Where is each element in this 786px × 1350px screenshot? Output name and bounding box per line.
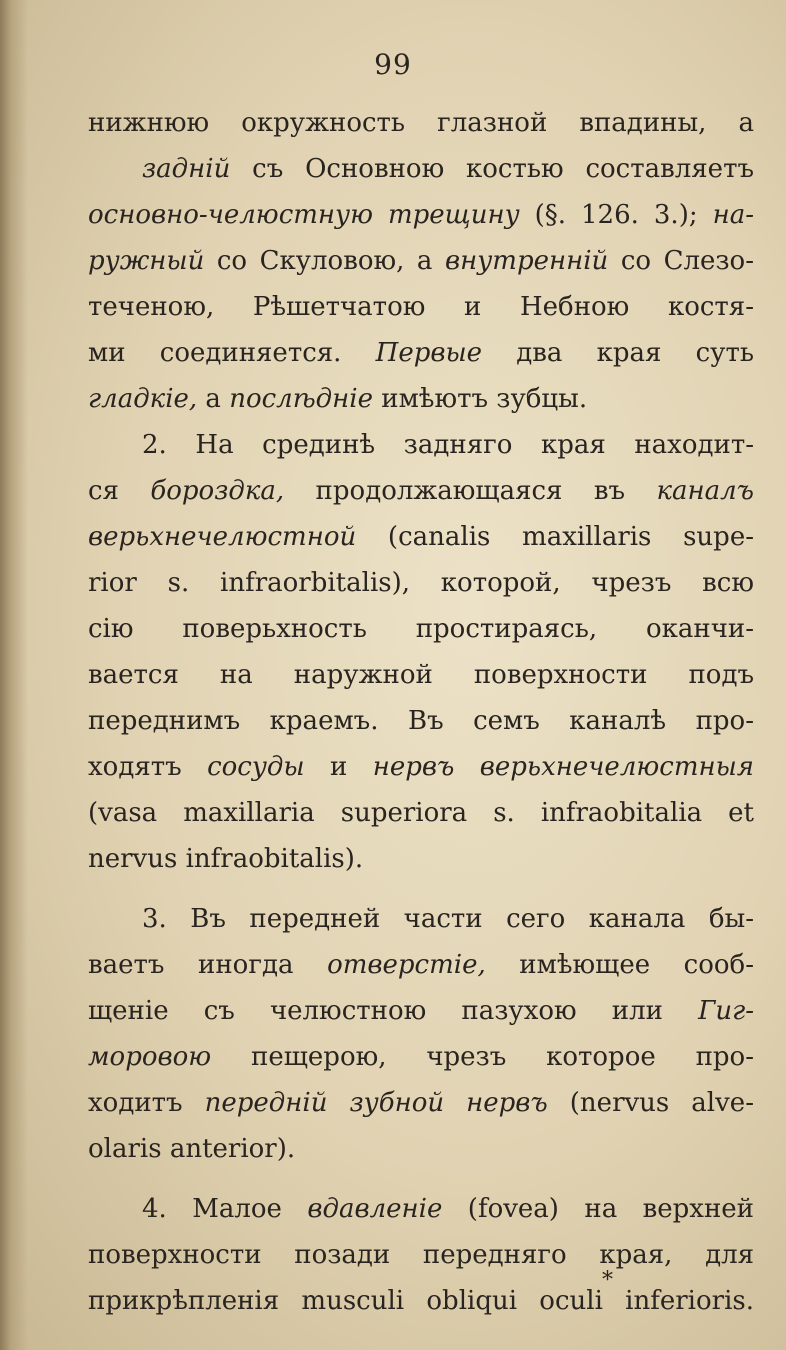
italic-term: верьхнечелюстной: [88, 522, 357, 552]
text-segment: nervus infraobitalis).: [88, 844, 364, 874]
text-line: [88, 468, 754, 514]
text-line: [88, 330, 754, 376]
text-segment: 3. Въ передней части сего канала бы-: [142, 904, 754, 934]
text-line: [88, 1080, 754, 1126]
italic-term: задній: [142, 154, 231, 184]
text-line: [88, 560, 754, 606]
italic-term: Первые: [375, 338, 483, 368]
text-line: [88, 1278, 754, 1324]
italic-term: бороздка,: [150, 476, 285, 506]
text-segment: теченою, Рѣшетчатою и Небною костя-: [88, 292, 754, 322]
text-segment: (nervus alve-: [547, 1088, 754, 1118]
text-line: [88, 376, 754, 422]
italic-term: нервъ верьхнечелюстныя: [372, 752, 754, 782]
text-segment: поверхности позади передняго края, для: [88, 1240, 754, 1270]
italic-term: сосуды: [207, 752, 305, 782]
text-line: [88, 836, 754, 882]
text-line: [88, 744, 754, 790]
text-segment: со Слезо-: [608, 246, 754, 276]
text-segment: ми соединяется.: [88, 338, 376, 368]
text-line: [88, 652, 754, 698]
text-segment: rior s. infraorbitalis), которой, чрезъ всю: [88, 568, 754, 598]
italic-term: вдавленіе: [307, 1194, 443, 1224]
text-segment: (canalis maxillaris supe-: [356, 522, 754, 552]
text-line: [88, 1186, 754, 1232]
text-line: [88, 238, 754, 284]
text-line: [88, 1232, 754, 1278]
italic-term: передній зубной нервъ: [204, 1088, 548, 1118]
text-segment: (vasa maxillaria superiora s. infraobitalia et: [88, 798, 754, 828]
text-segment: со Скуловою, а: [204, 246, 445, 276]
italic-term: каналъ: [656, 476, 754, 506]
text-line: [88, 146, 754, 192]
italic-term: внутренній: [444, 246, 609, 276]
page-number: 99: [374, 48, 412, 81]
text-segment: продолжающаяся въ: [284, 476, 657, 506]
italic-term: основно-челюстную трещину: [88, 200, 520, 230]
text-segment: имѣющее сооб-: [485, 950, 754, 980]
text-segment: olaris anterior).: [88, 1134, 296, 1164]
text-segment: ходятъ: [88, 752, 208, 782]
page-gutter-shadow: [0, 0, 28, 1350]
text-line: [88, 514, 754, 560]
text-segment: съ Основною костью составляетъ: [230, 154, 754, 184]
text-line: [88, 988, 754, 1034]
text-segment: щеніе съ челюстною пазухою или: [88, 996, 699, 1026]
text-line: [88, 1126, 754, 1172]
bottom-ornament-mark: *: [602, 1268, 613, 1293]
text-segment: и: [304, 752, 373, 782]
text-line: [88, 790, 754, 836]
text-segment: нижнюю окружность глазной впадины, а: [88, 108, 754, 138]
text-segment: ся: [88, 476, 151, 506]
text-line: [88, 606, 754, 652]
text-segment: два края суть: [482, 338, 754, 368]
italic-term: моровою: [88, 1042, 212, 1072]
italic-term: послѣдніе: [229, 384, 373, 414]
text-line: [88, 942, 754, 988]
text-line: [88, 284, 754, 330]
text-segment: переднимъ краемъ. Въ семъ каналѣ про-: [88, 706, 754, 736]
italic-term: на-: [712, 200, 754, 230]
text-segment: 2. На срединѣ задняго края находит-: [142, 430, 754, 460]
text-line: [88, 422, 754, 468]
text-segment: ваетъ иногда: [88, 950, 328, 980]
text-segment: вается на наружной поверхности подъ: [88, 660, 754, 690]
text-segment: сію поверьхность простираясь, оканчи-: [88, 614, 754, 644]
text-segment: пещерою, чрезъ которое про-: [211, 1042, 754, 1072]
body-text: [88, 100, 754, 1324]
text-line: [88, 1034, 754, 1080]
text-segment: ходитъ: [88, 1088, 205, 1118]
text-segment: прикрѣпленія musculi obliqui oculi inferioris.: [88, 1286, 754, 1316]
text-line: [88, 192, 754, 238]
text-line: [88, 100, 754, 146]
italic-term: ружный: [88, 246, 205, 276]
text-line: [88, 896, 754, 942]
text-segment: 4. Малое: [142, 1194, 308, 1224]
text-segment: а: [197, 384, 230, 414]
italic-term: гладкіе,: [88, 384, 198, 414]
text-segment: имѣютъ зубцы.: [372, 384, 588, 414]
text-line: [88, 698, 754, 744]
italic-term: отверстіе,: [327, 950, 486, 980]
text-segment: (fovea) на верхней: [442, 1194, 754, 1224]
italic-term: Гиг-: [698, 996, 754, 1026]
text-segment: (§. 126. 3.);: [519, 200, 713, 230]
